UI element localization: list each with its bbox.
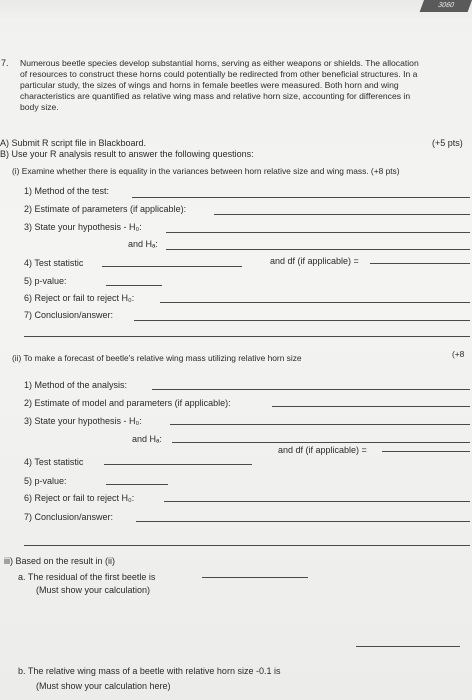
part-ii-pvalue-label: 5) p-value: [24,476,67,486]
part-i-df-label: and df (if applicable) = [270,256,359,266]
part-ii-heading: (ii) To make a forecast of beetle's relative wing mass utilizing relative horn size [12,353,302,363]
question-line: characteristics are quantified as relative wing mass and relative horn size, accounting for differences in [20,91,411,101]
part-i-h0-answer-line[interactable] [166,232,470,233]
part-ii-estimate-answer-line[interactable] [272,406,470,407]
part-ii-df-label: and df (if applicable) = [278,445,367,455]
part-i-estimate-answer-line[interactable] [214,214,470,215]
part-ii-h0-answer-line[interactable] [170,424,470,425]
part-i-df-answer-line[interactable] [370,263,470,264]
part-i-heading: (i) Examine whether there is equality in the variances between horn relative size and wing mass. (+8 pts) [12,166,400,176]
part-i-estimate-label: 2) Estimate of parameters (if applicable): [24,204,187,214]
part-ii-ha-label: and Hₐ: [132,434,162,444]
part-i-stat-answer-line[interactable] [102,266,242,267]
part-iii-b-text: b. The relative wing mass of a beetle with relative horn size -0.1 is [18,666,281,676]
part-i-hypothesis-label: 3) State your hypothesis - H₀: [24,222,142,232]
question-text [8,58,466,113]
part-i-conclusion-extra-line[interactable] [24,336,470,337]
part-i-method-answer-line[interactable] [132,197,470,198]
part-iii-heading: iii) Based on the result in (ii) [4,556,116,566]
part-iii-a-note: (Must show your calculation) [36,585,151,595]
page-corner-tag: 3060 [420,0,472,12]
part-a-label: A) Submit R script file in Blackboard. [0,138,147,148]
part-ii-pvalue-answer-line[interactable] [106,484,168,485]
part-ii-estimate-label: 2) Estimate of model and parameters (if applicable): [24,398,231,408]
part-i-ha-answer-line[interactable] [166,249,470,250]
question-line: of resources to construct these horns could potentially be redirected from other beneficial structures. In a [20,69,418,79]
part-ii-conclusion-answer-line[interactable] [136,521,470,522]
part-iii-a-text: a. The residual of the first beetle is [18,572,156,582]
part-i-reject-answer-line[interactable] [160,302,470,303]
part-i-pvalue-label: 5) p-value: [24,276,67,286]
part-ii-hypothesis-label: 3) State your hypothesis - H₀: [24,416,142,426]
question-line: body size. [20,102,59,112]
part-ii-points: (+8 [452,349,465,359]
question-number: 7. [1,58,9,68]
part-ii-ha-answer-line[interactable] [172,442,470,443]
part-ii-method-answer-line[interactable] [152,389,470,390]
part-i-conclusion-answer-line[interactable] [134,320,470,321]
part-b-label: B) Use your R analysis result to answer the following questions: [0,149,254,159]
part-i-stat-label: 4) Test statistic [24,258,84,268]
previous-page-edge [0,0,472,22]
part-ii-stat-label: 4) Test statistic [24,457,84,467]
part-iii-a-answer-line[interactable] [202,577,308,578]
part-i-ha-label: and Hₐ: [128,239,158,249]
part-i-method-label: 1) Method of the test: [24,186,110,196]
part-i-reject-label: 6) Reject or fail to reject H₀: [24,293,135,303]
part-ii-conclusion-label: 7) Conclusion/answer: [24,512,114,522]
part-ii-reject-answer-line[interactable] [164,501,470,502]
part-a-points: (+5 pts) [432,138,463,148]
part-ii-stat-answer-line[interactable] [104,464,252,465]
part-i-conclusion-label: 7) Conclusion/answer: [24,310,114,320]
question-line: Numerous beetle species develop substantial horns, serving as either weapons or shields. The allocation [20,58,419,68]
question-line: particular study, the sizes of wings and horns in female beetles were measured. Both horn and wing [20,80,399,90]
part-iii-b-answer-line[interactable] [356,646,460,647]
part-ii-reject-label: 6) Reject or fail to reject H₀: [24,493,135,503]
part-iii-b-note: (Must show your calculation here) [36,681,171,691]
part-ii-conclusion-extra-line[interactable] [24,545,470,546]
part-ii-method-label: 1) Method of the analysis: [24,380,128,390]
part-ii-df-answer-line[interactable] [382,451,470,452]
part-i-pvalue-answer-line[interactable] [106,285,162,286]
